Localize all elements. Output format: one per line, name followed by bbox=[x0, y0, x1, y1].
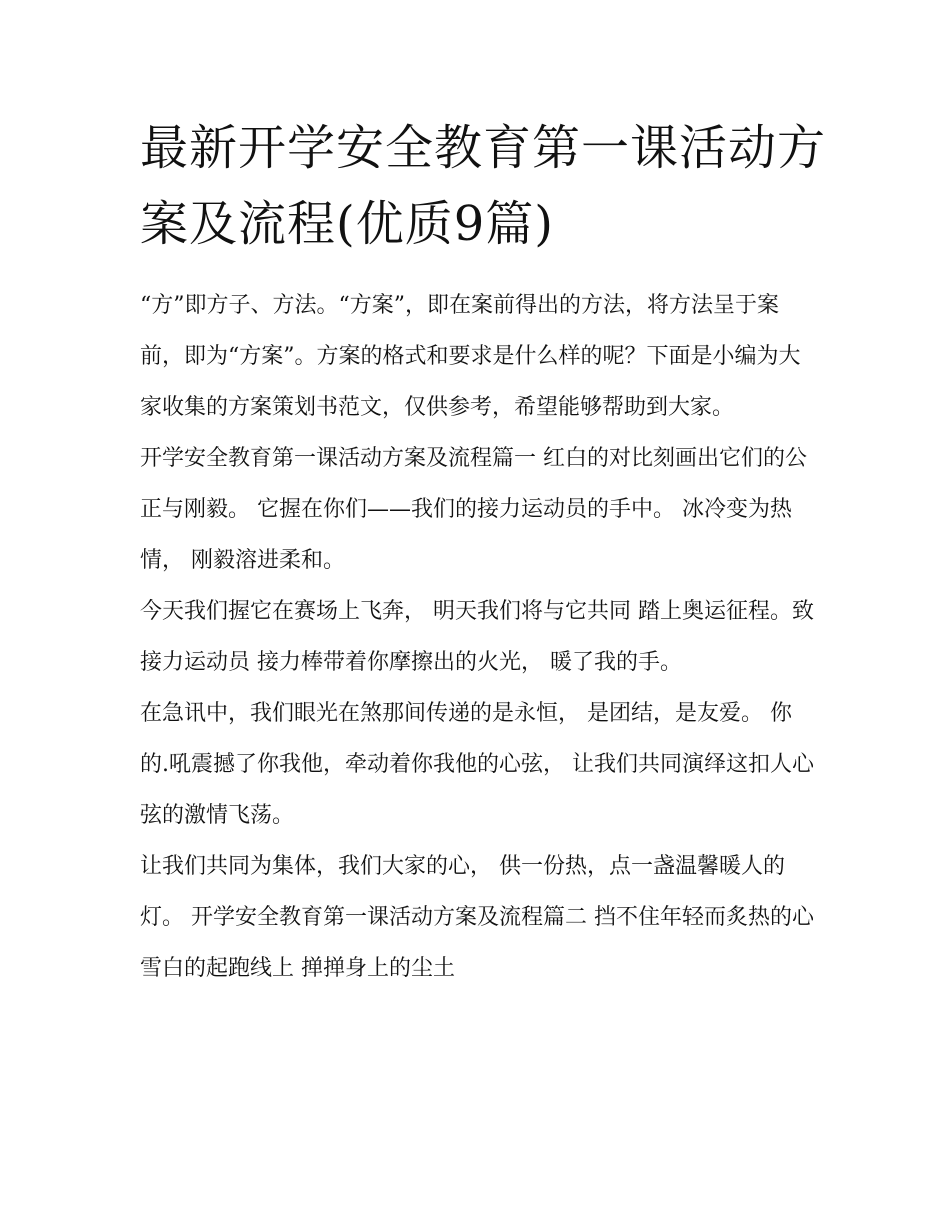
document-body bbox=[140, 280, 816, 994]
paragraph-4: 让我们共同为集体，我们大家的心， 供一份热，点一盏温馨暖人的灯。 开学安全教育第一课活动方案及流程篇二 挡不住年轻而炙热的心 雪白的起跑线上 掸掸身上的尘土 bbox=[140, 854, 814, 981]
paragraph-1: 开学安全教育第一课活动方案及流程篇一 红白的对比刻画出它们的公正与刚毅。 它握在你们——我们的接力运动员的手中。 冰冷变为热情， 刚毅溶进柔和。 bbox=[140, 446, 807, 573]
paragraph-intro: “方”即方子、方法。“方案”，即在案前得出的方法，将方法呈于案前，即为“方案”。方案的格式和要求是什么样的呢？下面是小编为大家收集的方案策划书范文，仅供参考，希望能够帮助到大家。 bbox=[140, 293, 801, 420]
document-title: 最新开学安全教育第一课活动方案及流程(优质9篇) bbox=[140, 120, 827, 252]
paragraph-2: 今天我们握它在赛场上飞奔， 明天我们将与它共同 踏上奥运征程。致接力运动员 接力棒带着你摩擦出的火光， 暖了我的手。 bbox=[140, 599, 814, 675]
paragraph-3: 在急讯中，我们眼光在煞那间传递的是永恒， 是团结，是友爱。 你的.吼震撼了你我他，牵动着你我他的心弦， 让我们共同演绎这扣人心弦的激情飞荡。 bbox=[140, 701, 814, 828]
